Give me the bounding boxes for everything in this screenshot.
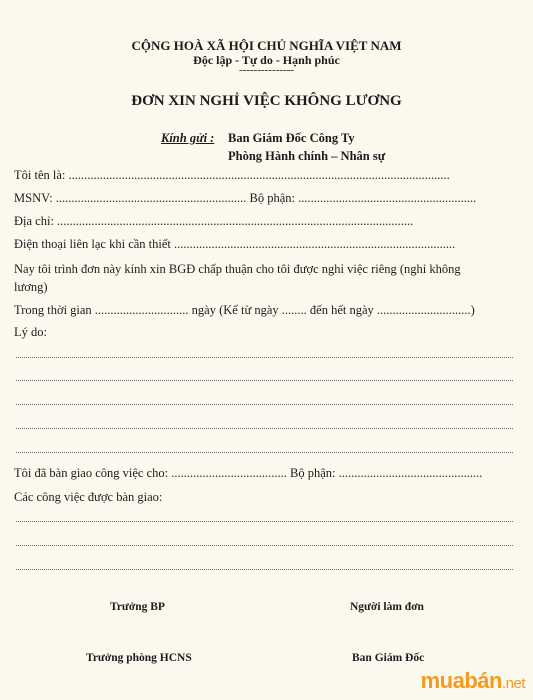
watermark-brand: muabán (420, 668, 502, 693)
recipient-line-1: Ban Giám Đốc Công Ty (228, 131, 355, 145)
request-line-1: Nay tôi trình đơn này kính xin BGĐ chấp thuận cho tôi được nghỉ việc riêng (nghỉ không (14, 262, 461, 276)
signature-applicant: Người làm đơn (350, 601, 424, 613)
signature-director: Ban Giám Đốc (352, 652, 425, 664)
handover-field: Tôi đã bàn giao công việc cho: ..................................... Bộ phận: .............................................. (14, 466, 483, 480)
reason-label: Lý do: (14, 325, 47, 339)
reason-line (16, 452, 513, 453)
period-field: Trong thời gian .............................. ngày (Kể từ ngày ........ đến hết ngày ..............................) (14, 303, 475, 317)
reason-line (16, 428, 513, 429)
document-title: ĐƠN XIN NGHỈ VIỆC KHÔNG LƯƠNG (131, 93, 402, 109)
nation-title: CỘNG HOÀ XÃ HỘI CHỦ NGHĨA VIỆT NAM (131, 38, 402, 53)
motto-divider: --------------- (239, 64, 294, 76)
motto: Độc lập - Tự do - Hạnh phúc (193, 53, 340, 67)
task-line (16, 569, 513, 570)
request-line-2: lương) (14, 280, 48, 294)
task-line (16, 545, 513, 546)
address-field: Địa chỉ: .................................................................................................................. (14, 214, 414, 228)
signature-hr-head: Trưởng phòng HCNS (86, 652, 192, 664)
recipient-label: Kính gửi : (161, 131, 215, 145)
recipient-line-2: Phòng Hành chính – Nhân sự (228, 149, 386, 163)
reason-line (16, 380, 513, 381)
watermark-suffix: .net (501, 675, 525, 692)
phone-field: Điện thoại liên lạc khi cần thiết .......................................................................................... (14, 237, 456, 251)
watermark-logo (421, 668, 525, 694)
signature-dept-head: Trưởng BP (110, 601, 165, 613)
tasks-label: Các công việc được bàn giao: (14, 490, 163, 504)
msnv-field: MSNV: ............................................................. Bộ phận: ......................................................... (14, 191, 477, 205)
reason-line (16, 357, 513, 358)
name-field: Tôi tên là: .......................................................................................................................... (14, 168, 450, 182)
reason-line (16, 404, 513, 405)
task-line (16, 521, 513, 522)
